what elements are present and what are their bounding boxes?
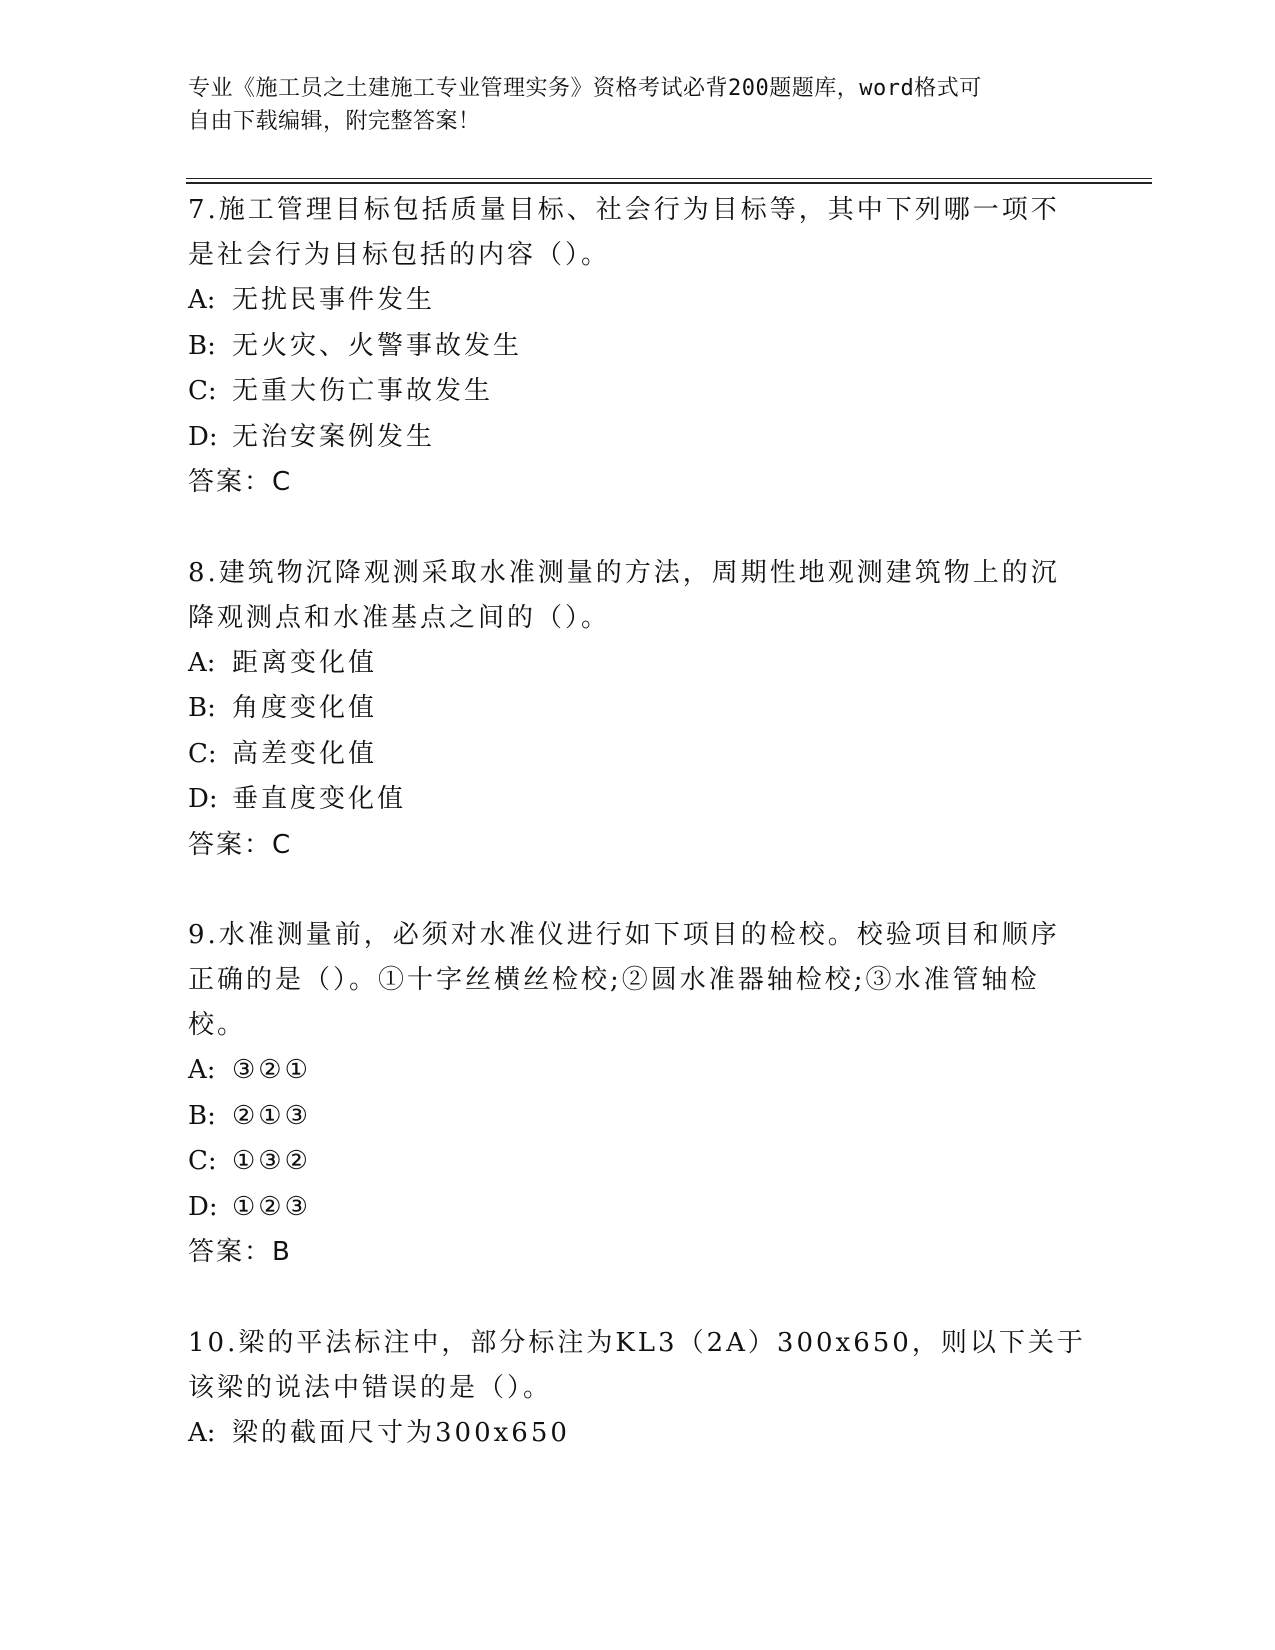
option-letter: A: [188, 1055, 216, 1085]
option-letter: D: [188, 421, 218, 452]
question-option [188, 686, 1088, 732]
question-option [188, 732, 1088, 778]
question-item [188, 188, 1088, 506]
option-letter: B: [188, 1100, 216, 1131]
question-stem: 7.施工管理目标包括质量目标、社会行为目标等，其中下列哪一项不是社会行为目标包括的内容（）。 [188, 195, 1060, 270]
option-text: 垂直度变化值 [232, 784, 407, 814]
question-item [188, 1321, 1088, 1457]
option-text: 无扰民事件发生 [232, 285, 436, 315]
question-item [188, 913, 1088, 1276]
option-text: 无治安案例发生 [232, 421, 436, 452]
option-letter: C: [188, 376, 217, 406]
document-header [188, 72, 1068, 138]
option-letter: B: [188, 330, 216, 361]
question-list [188, 188, 1088, 1501]
option-letter: A: [188, 1417, 216, 1448]
option-letter: A: [188, 285, 216, 315]
option-text: ③②① [232, 1055, 311, 1085]
option-text: 角度变化值 [232, 693, 378, 723]
question-option [188, 1185, 1088, 1231]
question-option [188, 369, 1088, 415]
question-stem: 10.梁的平法标注中，部分标注为KL3（2A）300x650，则以下关于该梁的说法中错误的是（）。 [188, 1327, 1086, 1403]
option-text: 高差变化值 [232, 738, 378, 769]
header-line-2: 自由下载编辑，附完整答案！ [188, 109, 481, 134]
question-stem: 8.建筑物沉降观测采取水准测量的方法，周期性地观测建筑物上的沉降观测点和水准基点之间的（）。 [188, 557, 1060, 633]
option-letter: C: [188, 738, 217, 769]
question-option [188, 278, 1088, 324]
question-option [188, 777, 1088, 823]
question-stem: 9.水准测量前，必须对水准仪进行如下项目的检校。校验项目和顺序正确的是（）。①十字丝横丝检校;②圆水准器轴检校;③水准管轴检校。 [188, 920, 1060, 1040]
question-option [188, 324, 1088, 370]
header-line-1: 专业《施工员之土建施工专业管理实务》资格考试必背200题题库，word格式可 [188, 76, 982, 101]
question-answer: 答案：B [188, 1237, 292, 1267]
question-option [188, 1048, 1088, 1094]
option-text: 梁的截面尺寸为300x650 [232, 1417, 570, 1448]
option-text: ①②③ [232, 1191, 311, 1222]
question-item [188, 551, 1088, 869]
option-text: 距离变化值 [232, 647, 378, 678]
question-option [188, 415, 1088, 461]
header-divider-thin [186, 178, 1152, 179]
option-letter: A: [188, 647, 216, 678]
option-text: 无重大伤亡事故发生 [232, 376, 494, 406]
question-option [188, 1139, 1088, 1185]
header-divider-thick [186, 182, 1152, 184]
question-option [188, 1094, 1088, 1140]
option-text: 无火灾、火警事故发生 [232, 330, 523, 361]
question-option [188, 641, 1088, 687]
question-option [188, 1411, 1088, 1457]
question-answer: 答案：C [188, 467, 293, 497]
option-letter: C: [188, 1146, 217, 1176]
option-text: ②①③ [232, 1100, 311, 1131]
option-letter: D: [188, 1191, 218, 1222]
option-text: ①③② [232, 1146, 311, 1176]
option-letter: B: [188, 693, 216, 723]
option-letter: D: [188, 784, 218, 814]
question-answer: 答案：C [188, 829, 293, 860]
